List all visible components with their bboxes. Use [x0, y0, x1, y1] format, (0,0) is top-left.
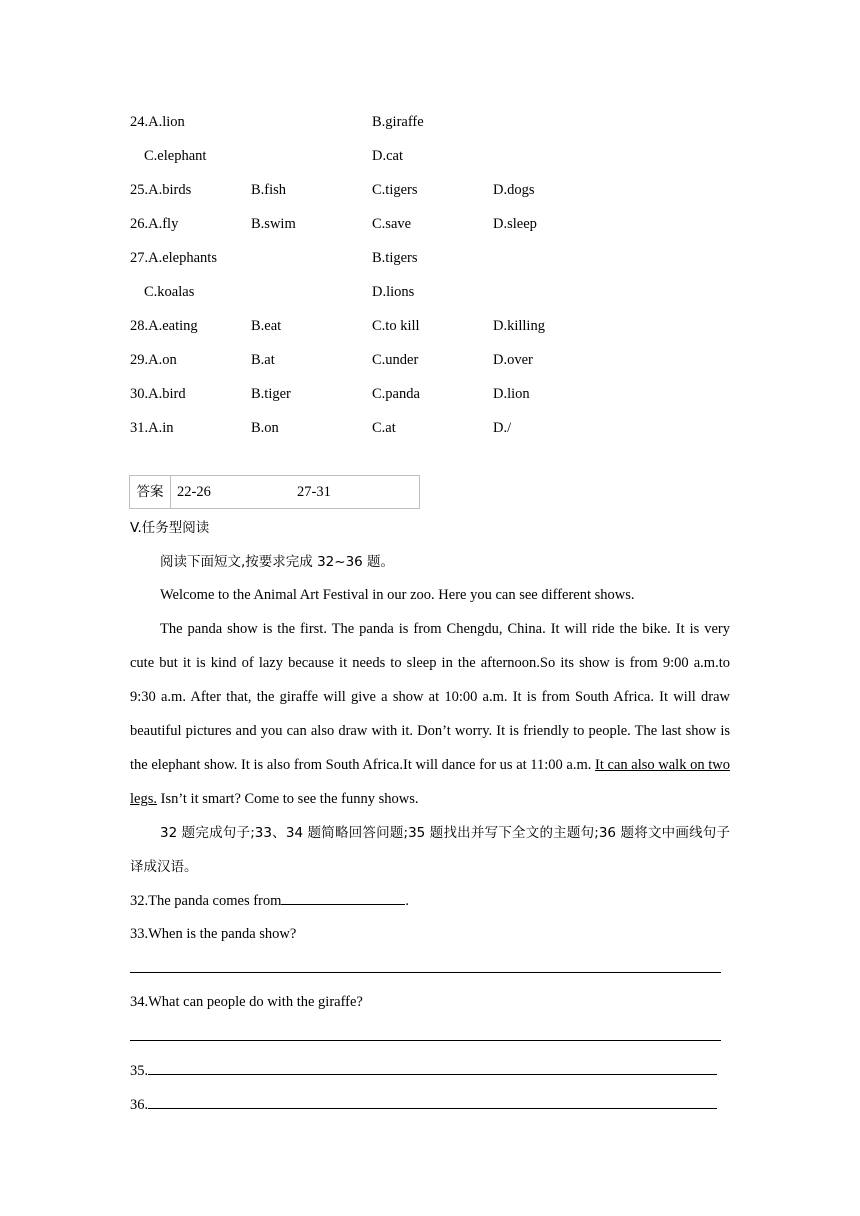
- question-32-text: 32.The panda comes from: [130, 893, 282, 909]
- option-c: C.save: [372, 216, 412, 232]
- option-d: D.cat: [372, 148, 403, 164]
- question-34: 34.What can people do with the giraffe?: [130, 994, 363, 1010]
- question-36-label: 36.: [130, 1097, 149, 1113]
- section-title: [130, 518, 209, 538]
- answer-blank-35[interactable]: [148, 1060, 717, 1075]
- option-c: C.panda: [372, 386, 420, 402]
- option-a: 29.A.on: [130, 352, 177, 368]
- option-d: D.lions: [372, 284, 415, 300]
- option-c: C.at: [372, 420, 396, 436]
- answer-range-1: 22-26: [177, 484, 211, 500]
- answer-blank-36[interactable]: [148, 1094, 717, 1109]
- option-d: D./: [493, 420, 512, 436]
- option-b: B.at: [251, 352, 275, 368]
- option-b: B.fish: [251, 182, 287, 198]
- option-a: 30.A.bird: [130, 386, 186, 402]
- option-c: C.elephant: [144, 148, 207, 164]
- option-b: B.tigers: [372, 250, 418, 266]
- option-a: 27.A.elephants: [130, 250, 217, 266]
- option-c: C.under: [372, 352, 419, 368]
- passage: [130, 578, 730, 884]
- option-a: 26.A.fly: [130, 216, 179, 232]
- option-a: 31.A.in: [130, 420, 174, 436]
- option-a: 25.A.birds: [130, 182, 192, 198]
- option-c: C.koalas: [144, 284, 195, 300]
- answer-blank-32[interactable]: [281, 890, 405, 905]
- answer-range-2: 27-31: [297, 484, 331, 500]
- question-33: 33.When is the panda show?: [130, 926, 297, 942]
- answer-table-label: 答案: [130, 476, 171, 508]
- underlined-sentence: It can also walk on two legs.: [130, 757, 730, 807]
- passage-paragraph-2: [130, 612, 730, 816]
- question-32-end: .: [405, 893, 410, 909]
- option-d: D.killing: [493, 318, 545, 334]
- option-c: C.to kill: [372, 318, 420, 334]
- answer-table: [129, 475, 420, 509]
- answer-line-34[interactable]: [130, 1040, 721, 1041]
- passage-paragraph-1: Welcome to the Animal Art Festival in our zoo. Here you can see different shows.: [160, 587, 635, 603]
- option-a: 28.A.eating: [130, 318, 198, 334]
- question-35: [130, 1060, 717, 1081]
- answer-line-33[interactable]: [130, 972, 721, 973]
- option-d: D.lion: [493, 386, 530, 402]
- option-c: C.tigers: [372, 182, 418, 198]
- instruction: 阅读下面短文,按要求完成 32~36 题。: [160, 554, 395, 570]
- option-b: B.eat: [251, 318, 282, 334]
- question-35-label: 35.: [130, 1063, 149, 1079]
- option-d: D.sleep: [493, 216, 537, 232]
- passage-text: The panda show is the first. The panda is from Chengdu, China. It will ride the bike. It is very cute but it is kind of lazy because it needs to sleep in the afternoon.So its show is from 9:00 a.m.to 9:30 a.m. After that, the giraffe will give a show at 10:00 a.m. It is from South Africa. It will draw beautiful pictures and you can also draw with it. Don’t worry. It is friendly to people. The last show is the elephant show. It is also from South Africa.It will dance for us at 11:00 a.m.: [130, 621, 730, 773]
- passage-text-end: Isn’t it smart? Come to see the funny shows.: [156, 791, 419, 807]
- question-36: [130, 1094, 717, 1115]
- option-b: B.giraffe: [372, 114, 424, 130]
- option-b: B.swim: [251, 216, 296, 232]
- option-d: D.dogs: [493, 182, 535, 198]
- question-32: [130, 890, 409, 911]
- option-b: B.tiger: [251, 386, 291, 402]
- option-a: 24.A.lion: [130, 114, 185, 130]
- option-d: D.over: [493, 352, 533, 368]
- option-b: B.on: [251, 420, 279, 436]
- task-instruction: 32 题完成句子;33、34 题简略回答问题;35 题找出并写下全文的主题句;36 题将文中画线句子译成汉语。: [130, 825, 730, 875]
- section-title-text: V.任务型阅读: [130, 520, 210, 536]
